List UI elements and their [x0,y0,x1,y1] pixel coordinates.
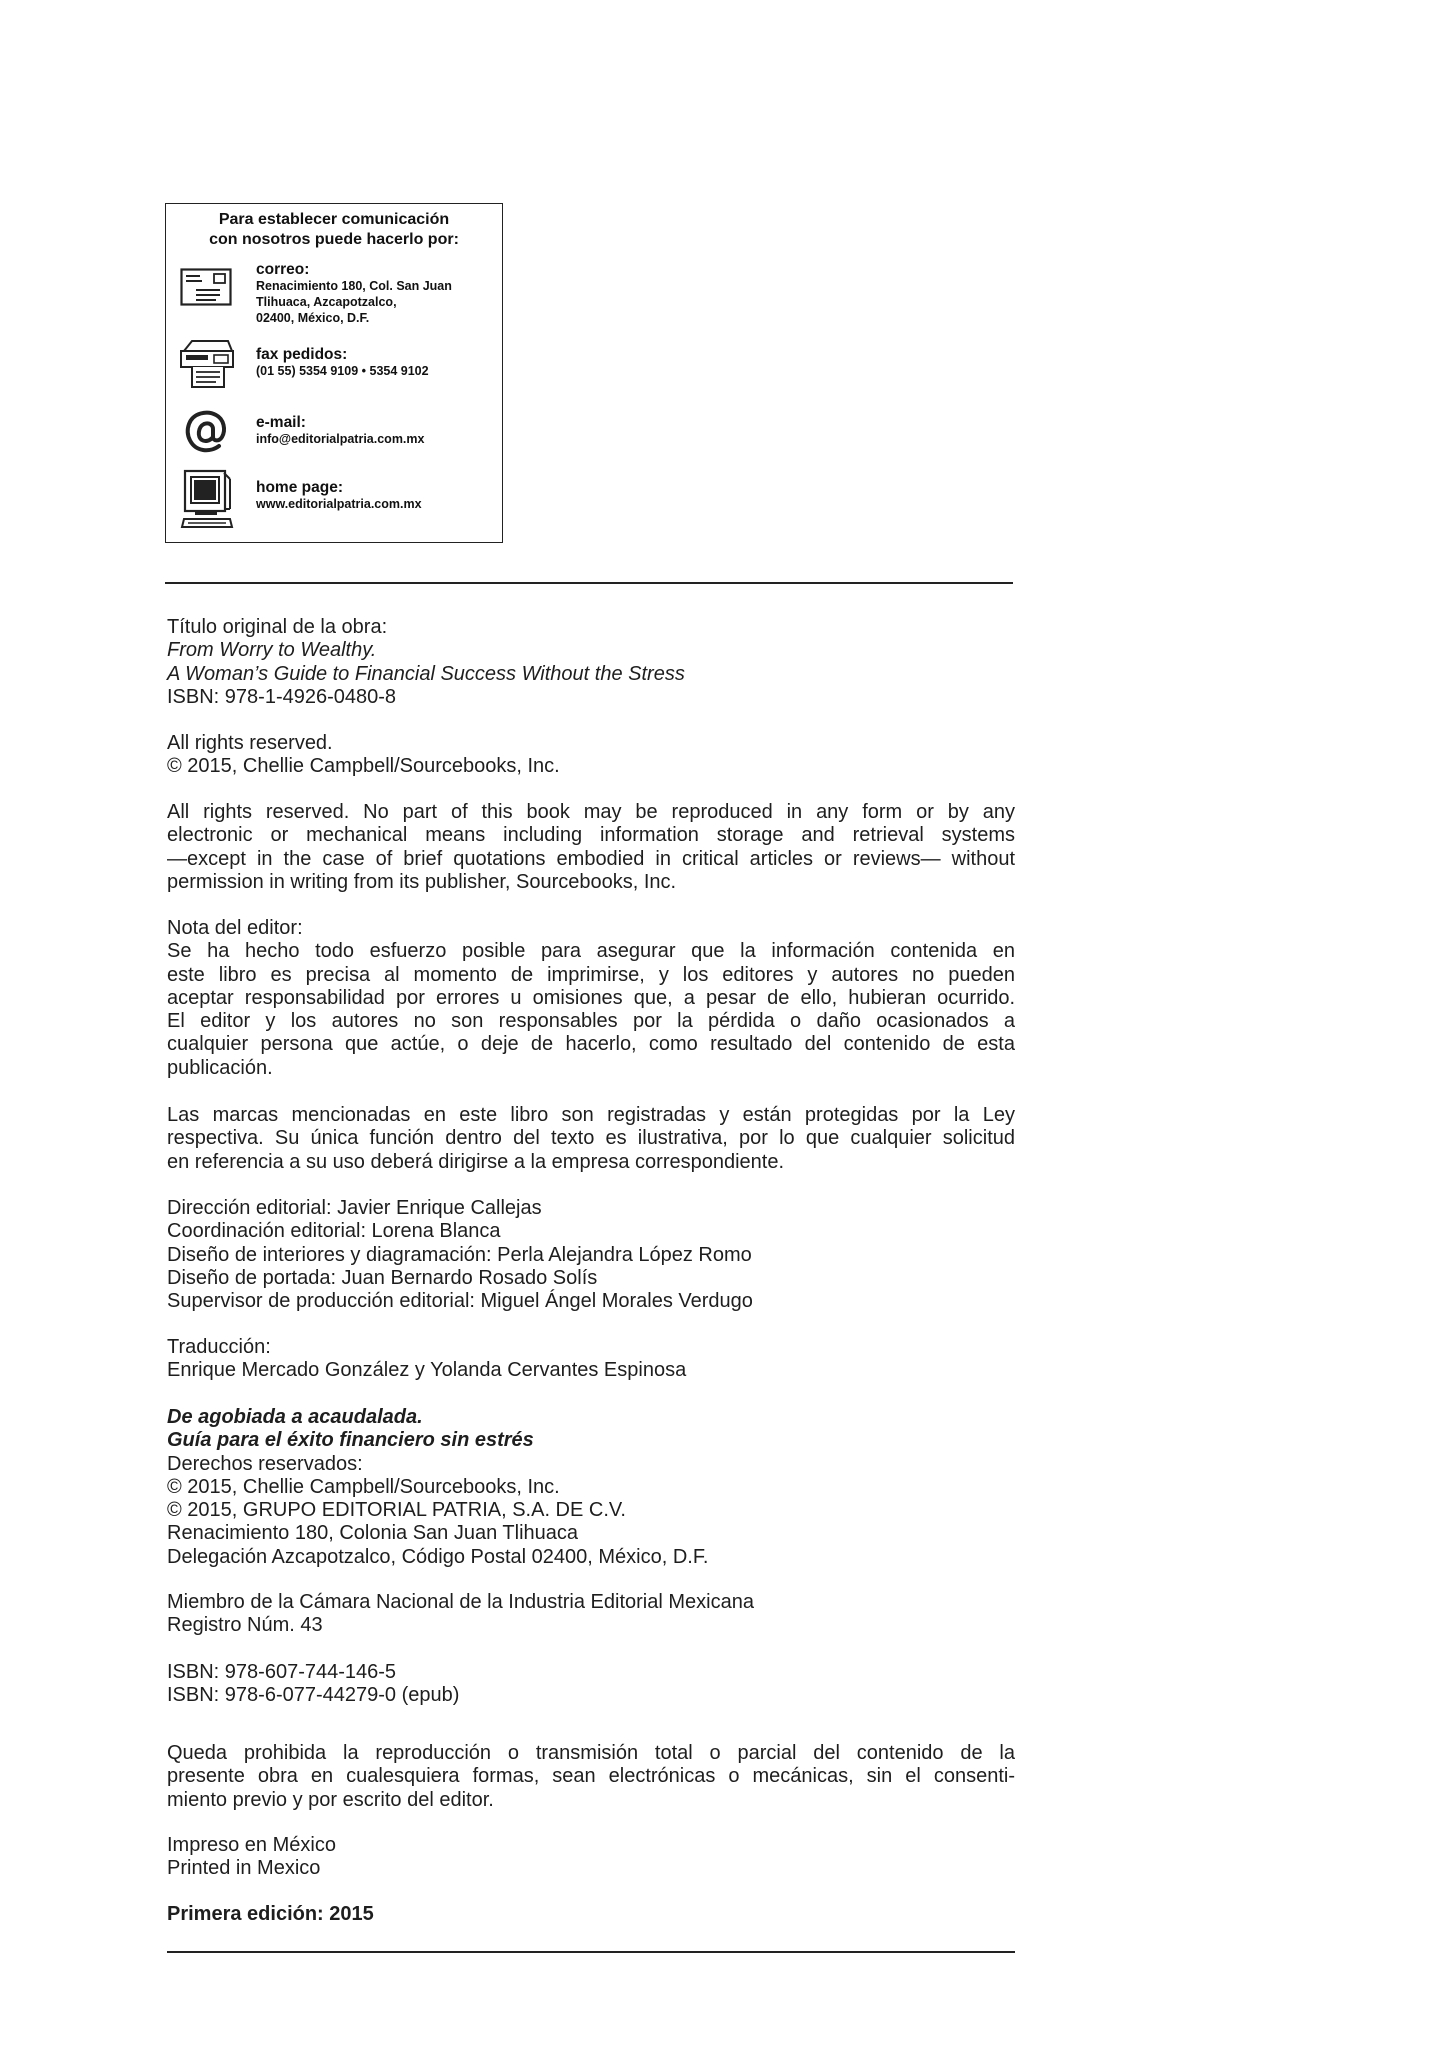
edition-block [167,1903,1015,1926]
notice-line: electronic or mechanical means including information storage and retrieval systems [167,824,1015,847]
mail-icon [180,268,232,306]
fax-label: fax pedidos: [256,346,348,363]
membership-block [167,1591,1015,1638]
editor-note-line: El editor y los autores no son responsables por la pérdida o daño ocasionados a [167,1010,1015,1033]
computer-icon [180,469,234,531]
notice-line: All rights reserved. No part of this book may be reproduced in any form or by any [167,801,1015,823]
homepage-label: home page: [256,479,343,496]
spanish-edition-line: Renacimiento 180, Colonia San Juan Tlihuaca [167,1522,579,1545]
contact-heading-line: con nosotros puede hacerlo por: [209,231,459,248]
translators: Enrique Mercado González y Yolanda Cervantes Espinosa [167,1359,687,1382]
spanish-edition-block [167,1406,1015,1569]
isbn-block [167,1661,1015,1708]
original-isbn: ISBN: 978-1-4926-0480-8 [167,685,397,708]
contact-homepage [256,479,494,512]
membership-line: Miembro de la Cámara Nacional de la Industria Editorial Mexicana [167,1591,754,1613]
membership-line: Registro Núm. 43 [167,1614,323,1637]
credit-line: Dirección editorial: Javier Enrique Callejas [167,1197,542,1219]
original-title: From Worry to Wealthy. [167,639,377,662]
prohibition-line: miento previo y por escrito del editor. [167,1788,494,1811]
original-title-block [167,616,1015,709]
editor-note-label: Nota del editor: [167,917,303,939]
prohibition-block [167,1742,1015,1812]
printed-line: Printed in Mexico [167,1857,321,1880]
mail-line: 02400, México, D.F. [256,311,370,325]
original-title-label: Título original de la obra: [167,616,388,638]
prohibition-line: presente obra en cualesquiera formas, sean electrónicas o mecánicas, sin el consenti- [167,1765,1015,1788]
contact-heading [166,210,502,250]
bottom-divider [167,1951,1015,1953]
contact-mail [256,261,494,326]
credit-line: Coordinación editorial: Lorena Blanca [167,1220,501,1243]
at-icon [182,407,230,455]
rights-block [167,732,1015,779]
credit-line: Diseño de interiores y diagramación: Perla Alejandra López Romo [167,1243,752,1266]
mail-line: Renacimiento 180, Col. San Juan [256,279,452,293]
rights-line: © 2015, Chellie Campbell/Sourcebooks, Inc. [167,755,560,778]
spanish-title: De agobiada a acaudalada. [167,1406,423,1428]
editor-note-line: cualquier persona que actúe, o deje de hacerlo, como resultado del contenido de esta [167,1033,1015,1056]
original-subtitle: A Woman’s Guide to Financial Success Without the Stress [167,662,685,685]
rights-line: All rights reserved. [167,732,333,754]
homepage-url: www.editorialpatria.com.mx [256,497,422,511]
translation-label: Traducción: [167,1336,271,1358]
email-address: info@editorialpatria.com.mx [256,432,425,446]
spanish-edition-line: Derechos reservados: [167,1452,363,1475]
contact-box [165,203,503,543]
isbn-line: ISBN: 978-607-744-146-5 [167,1661,397,1683]
trademarks-block [167,1104,1015,1174]
contact-email [256,414,494,447]
editor-note-line: publicación. [167,1056,273,1079]
translation-block [167,1336,1015,1383]
trademarks-line: Las marcas mencionadas en este libro son registradas y están protegidas por la Ley [167,1104,1015,1126]
credits-block [167,1197,1015,1313]
prohibition-line: Queda prohibida la reproducción o transmisión total o parcial del contenido de la [167,1742,1015,1764]
isbn-line: ISBN: 978-6-077-44279-0 (epub) [167,1684,460,1707]
fax-icon [178,337,236,391]
editor-note-line: este libro es precisa al momento de imprimirse, y los editores y autores no pueden [167,963,1015,986]
editor-note [167,917,1015,1080]
rights-notice [167,801,1015,894]
editor-note-line: Se ha hecho todo esfuerzo posible para asegurar que la información contenida en [167,940,1015,963]
trademarks-line: respectiva. Su única función dentro del texto es ilustrativa, por lo que cualquier solicitud [167,1127,1015,1150]
spanish-subtitle: Guía para el éxito financiero sin estrés [167,1429,534,1452]
printed-block [167,1834,1015,1881]
email-label: e-mail: [256,414,306,431]
contact-fax [256,346,494,379]
credit-line: Diseño de portada: Juan Bernardo Rosado Solís [167,1266,598,1289]
first-edition: Primera edición: 2015 [167,1903,374,1925]
notice-line: —except in the case of brief quotations embodied in critical articles or reviews— without [167,847,1015,870]
editor-note-line: aceptar responsabilidad por errores u omisiones que, a pesar de ello, hubieran ocurrido. [167,986,1015,1009]
credit-line: Supervisor de producción editorial: Miguel Ángel Morales Verdugo [167,1290,753,1313]
mail-line: Tlihuaca, Azcapotzalco, [256,295,397,309]
fax-line: (01 55) 5354 9109 • 5354 9102 [256,364,429,378]
spanish-edition-line: Delegación Azcapotzalco, Código Postal 02400, México, D.F. [167,1545,709,1568]
contact-heading-line: Para establecer comunicación [218,211,450,228]
mail-label: correo: [256,261,310,278]
spanish-edition-line: © 2015, Chellie Campbell/Sourcebooks, Inc. [167,1475,560,1498]
top-divider [165,582,1013,584]
printed-line: Impreso en México [167,1834,336,1856]
trademarks-line: en referencia a su uso deberá dirigirse a la empresa correspondiente. [167,1150,785,1173]
notice-line: permission in writing from its publisher, Sourcebooks, Inc. [167,870,677,893]
spanish-edition-line: © 2015, GRUPO EDITORIAL PATRIA, S.A. DE C.V. [167,1499,626,1522]
